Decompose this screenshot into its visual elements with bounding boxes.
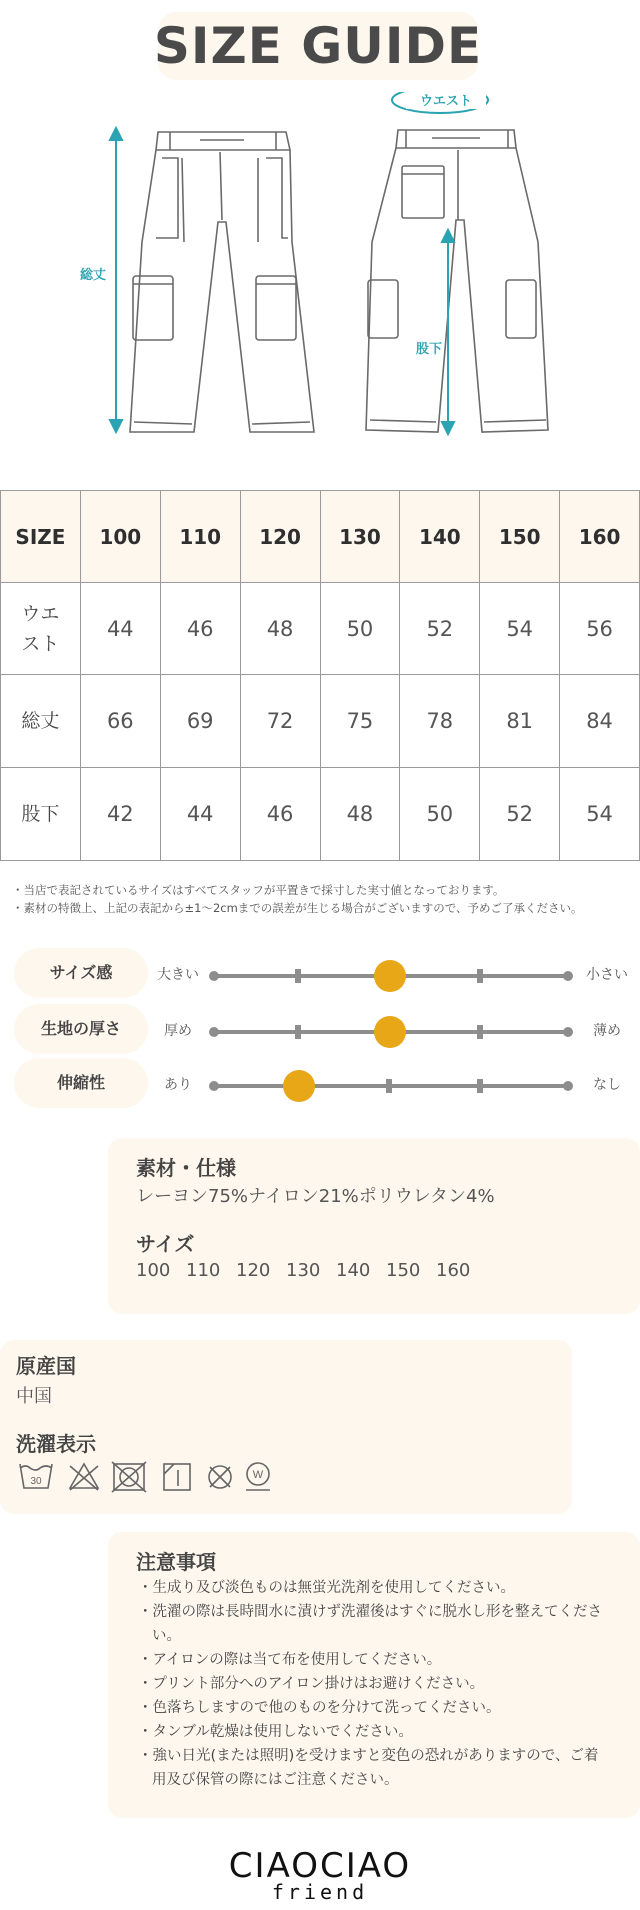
table-header-cell: 150 [480,491,560,583]
list-item: ・プリント部分へのアイロン掛けはお避けください。 [138,1676,485,1692]
inseam-label: 股下 [416,338,442,357]
list-item: ・タンブル乾燥は使用しないでください。 [138,1724,413,1740]
row-label: ウエスト [1,583,81,675]
scale-tick [295,1025,301,1039]
table-header-cell: 160 [560,491,640,583]
waist-label: ウエスト [406,90,486,109]
scale-end-dot [563,971,573,981]
table-cell: 50 [320,583,400,675]
table-cell: 44 [80,583,160,675]
scale-label-size: サイズ感 [14,948,148,998]
list-item: ・強い日光(または照明)を受けますと変色の恐れがありますので、ご着用及び保管の際にはご注意ください。 [138,1748,599,1788]
scale-tick [477,1079,483,1093]
wash-symbols [18,1458,278,1494]
row-label: 股下 [1,768,81,861]
no-tumble-dry-icon [112,1462,146,1492]
scale-low-size: 大きい [157,967,199,983]
material-text: レーヨン75%ナイロン21%ポリウレタン4% [136,1186,495,1207]
table-header-cell: 100 [80,491,160,583]
line-dry-shade-icon [164,1464,190,1490]
scale-marker-stretch [283,1070,315,1102]
table-cell: 56 [560,583,640,675]
brand-logo-sub: friend [271,1880,369,1904]
table-cell: 69 [160,675,240,768]
scale-low-thickness: 厚め [164,1023,192,1039]
origin-heading: 原産国 [16,1354,76,1378]
table-cell: 46 [240,768,320,861]
scale-high-stretch: なし [593,1077,621,1093]
table-row [1,583,640,675]
scale-end-dot [209,1081,219,1091]
scale-end-dot [209,971,219,981]
scale-label-thickness: 生地の厚さ [14,1004,148,1054]
scale-end-dot [563,1027,573,1037]
size-table [0,490,640,861]
scale-tick [477,1025,483,1039]
table-row [1,768,640,861]
scale-tick [477,969,483,983]
table-cell: 72 [240,675,320,768]
wash-temp-text: 30 [30,1476,42,1487]
table-cell: 78 [400,675,480,768]
pants-diagram [60,92,580,442]
wet-clean-letter: W [252,1469,264,1481]
list-item: ・生成り及び淡色ものは無蛍光洗剤を使用してください。 [138,1580,515,1596]
pants-front-illustration [130,132,314,432]
table-header-cell: 130 [320,491,400,583]
table-row [1,675,640,768]
scale-low-stretch: あり [164,1077,192,1093]
scale-tick [295,969,301,983]
caution-heading: 注意事項 [136,1550,216,1574]
table-cell: 52 [480,768,560,861]
scale-end-dot [209,1027,219,1037]
size-item: 150 [386,1260,421,1281]
scale-high-size: 小さい [586,967,628,983]
table-cell: 42 [80,768,160,861]
brand-logo: CIAOCIAO [228,1846,412,1886]
size-item: 110 [186,1260,221,1281]
scale-high-thickness: 薄め [593,1023,621,1039]
size-item: 100 [136,1260,171,1281]
scale-end-dot [563,1081,573,1091]
table-header-row [1,491,640,583]
scale-marker-size [374,960,406,992]
table-cell: 84 [560,675,640,768]
no-dry-clean-icon [209,1466,231,1488]
table-cell: 54 [560,768,640,861]
size-item: 160 [436,1260,471,1281]
size-item: 130 [286,1260,321,1281]
size-heading: サイズ [136,1232,195,1256]
size-list [136,1260,556,1281]
table-cell: 52 [400,583,480,675]
table-header-cell: SIZE [1,491,81,583]
table-header-cell: 120 [240,491,320,583]
total-length-label: 総丈 [80,268,107,283]
no-bleach-icon [70,1464,98,1490]
list-item: ・アイロンの際は当て布を使用してください。 [138,1652,442,1668]
table-header-cell: 110 [160,491,240,583]
scale-label-stretch: 伸縮性 [14,1058,148,1108]
note-measurement: ・当店で表記されているサイズはすべてスタッフが平置きで採寸した実寸値となっております。 [12,883,505,897]
material-heading: 素材・仕様 [136,1156,236,1180]
origin-text: 中国 [16,1386,52,1407]
size-item: 120 [236,1260,271,1281]
list-item: ・色落ちしますので他のものを分けて洗ってください。 [138,1700,501,1716]
wash-heading: 洗濯表示 [16,1432,96,1456]
length-arrow [110,128,122,432]
list-item: ・洗濯の際は長時間水に漬けず洗濯後はすぐに脱水し形を整えてください。 [138,1604,602,1644]
note-tolerance: ・素材の特徴上、上記の表記から±1～2cmまでの誤差が生じる場合がございますので、予めご了承ください。 [12,901,583,915]
row-label: 総丈 [1,675,81,768]
table-cell: 46 [160,583,240,675]
table-cell: 48 [240,583,320,675]
pants-back-illustration [366,130,548,432]
caution-list [138,1576,608,1792]
table-cell: 81 [480,675,560,768]
table-cell: 44 [160,768,240,861]
table-header-cell: 140 [400,491,480,583]
table-cell: 50 [400,768,480,861]
scale-tick [386,1079,392,1093]
page-title: SIZE GUIDE [153,17,483,75]
table-cell: 54 [480,583,560,675]
table-cell: 66 [80,675,160,768]
table-cell: 75 [320,675,400,768]
size-item: 140 [336,1260,371,1281]
scale-marker-thickness [374,1016,406,1048]
table-cell: 48 [320,768,400,861]
